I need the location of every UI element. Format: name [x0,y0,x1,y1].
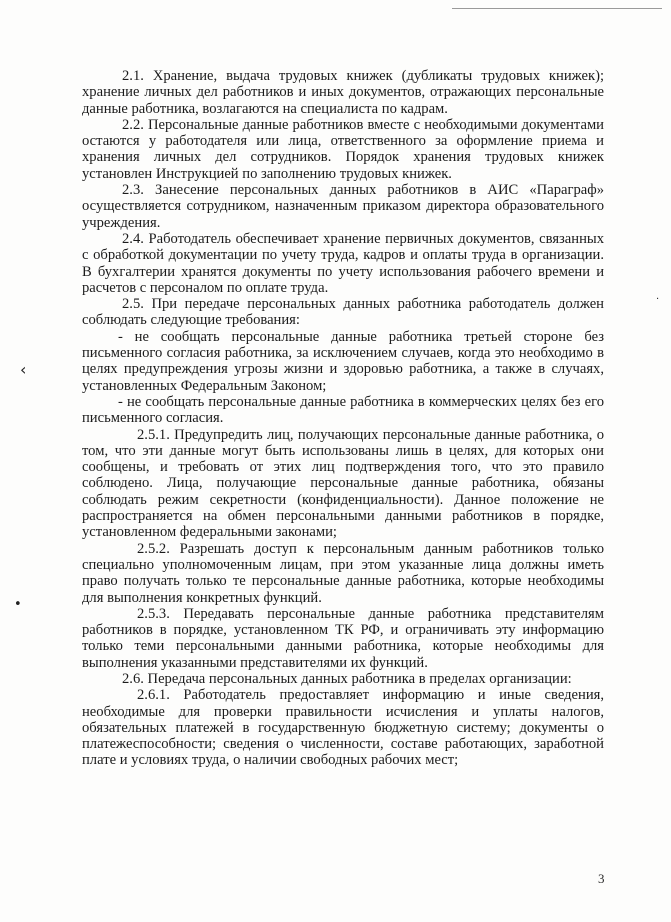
paragraph-2-6-1: 2.6.1. Работодатель предоставляет информацию и иные сведения, необходимые для проверки правильности исчисления и уплаты налогов, обязательных платежей в государственную бюджетную систему; документы о платежеспособности; сведения о численности, составе работающих, заработной плате и условиях труда, о наличии свободных рабочих мест; [82,687,604,769]
paragraph-2-5-3: 2.5.3. Передавать персональные данные работника представителям работников в порядке, установленном ТК РФ, и ограничивать эту информацию только теми персональными данными работника, которые необходимы для выполнения указанными представителями их функций. [82,605,604,671]
top-edge-line [452,8,662,9]
margin-scan-mark: • [14,597,22,612]
paragraph-2-5-2: 2.5.2. Разрешать доступ к персональным данным работников только специально уполномоченным лицам, при этом указанные лица должны иметь право получать только те персональные данные работника, которые необходимы для выполнения конкретных функций. [82,540,604,606]
paragraph-2-6: 2.6. Передача персональных данных работника в пределах организации: [122,670,572,687]
paragraph-2-5: 2.5. При передаче персональных данных работника работодатель должен соблюдать следующие требования: [82,296,604,329]
list-item-third-party: - не сообщать персональные данные работника третьей стороне без письменного согласия работника, за исключением случаев, когда это необходимо в целях предупреждения угрозы жизни и здоровью работника, а также в случаях, установленных Федеральным Законом; [82,328,604,394]
paragraph-2-1: 2.1. Хранение, выдача трудовых книжек (дубликаты трудовых книжек); хранение личных дел работников и иных документов, отражающих персональные данные работника, возлагаются на специалиста по кадрам. [82,68,604,117]
paragraph-2-3: 2.3. Занесение персональных данных работников в АИС «Параграф» осуществляется сотрудником, назначенным приказом директора образовательного учреждения. [82,182,604,231]
paragraph-2-2: 2.2. Персональные данные работников вместе с необходимыми документами остаются у работодателя или лица, ответственного за оформление приема и хранения личных дел сотрудников. Порядок хранения трудовых книжек установлен Инструкцией по заполнению трудовых книжек. [82,116,604,182]
document-body [82,68,604,769]
paragraph-2-5-1: 2.5.1. Предупредить лиц, получающих персональные данные работника, о том, что эти данные могут быть использованы лишь в целях, для которых они сообщены, и требовать от этих лиц подтверждения того, что это правило соблюдено. Лица, получающие персональные данные работника, обязаны соблюдать режим секретности (конфиденциальности). Данное положение не распространяется на обмен персональными данными работников в порядке, установленном федеральными законами; [82,426,604,541]
list-item-commercial: - не сообщать персональные данные работника в коммерческих целях без его письменного согласия. [82,393,604,427]
margin-scan-mark: · [656,294,660,305]
page-number: 3 [598,871,605,886]
paragraph-2-4: 2.4. Работодатель обеспечивает хранение первичных документов, связанных с обработкой документации по учету труда, кадров и оплаты труда в организации. В бухгалтерии хранятся документы по учету использования рабочего времени и расчетов с персоналом по оплате труда. [82,230,604,296]
margin-scan-mark: ‹ [20,360,27,379]
